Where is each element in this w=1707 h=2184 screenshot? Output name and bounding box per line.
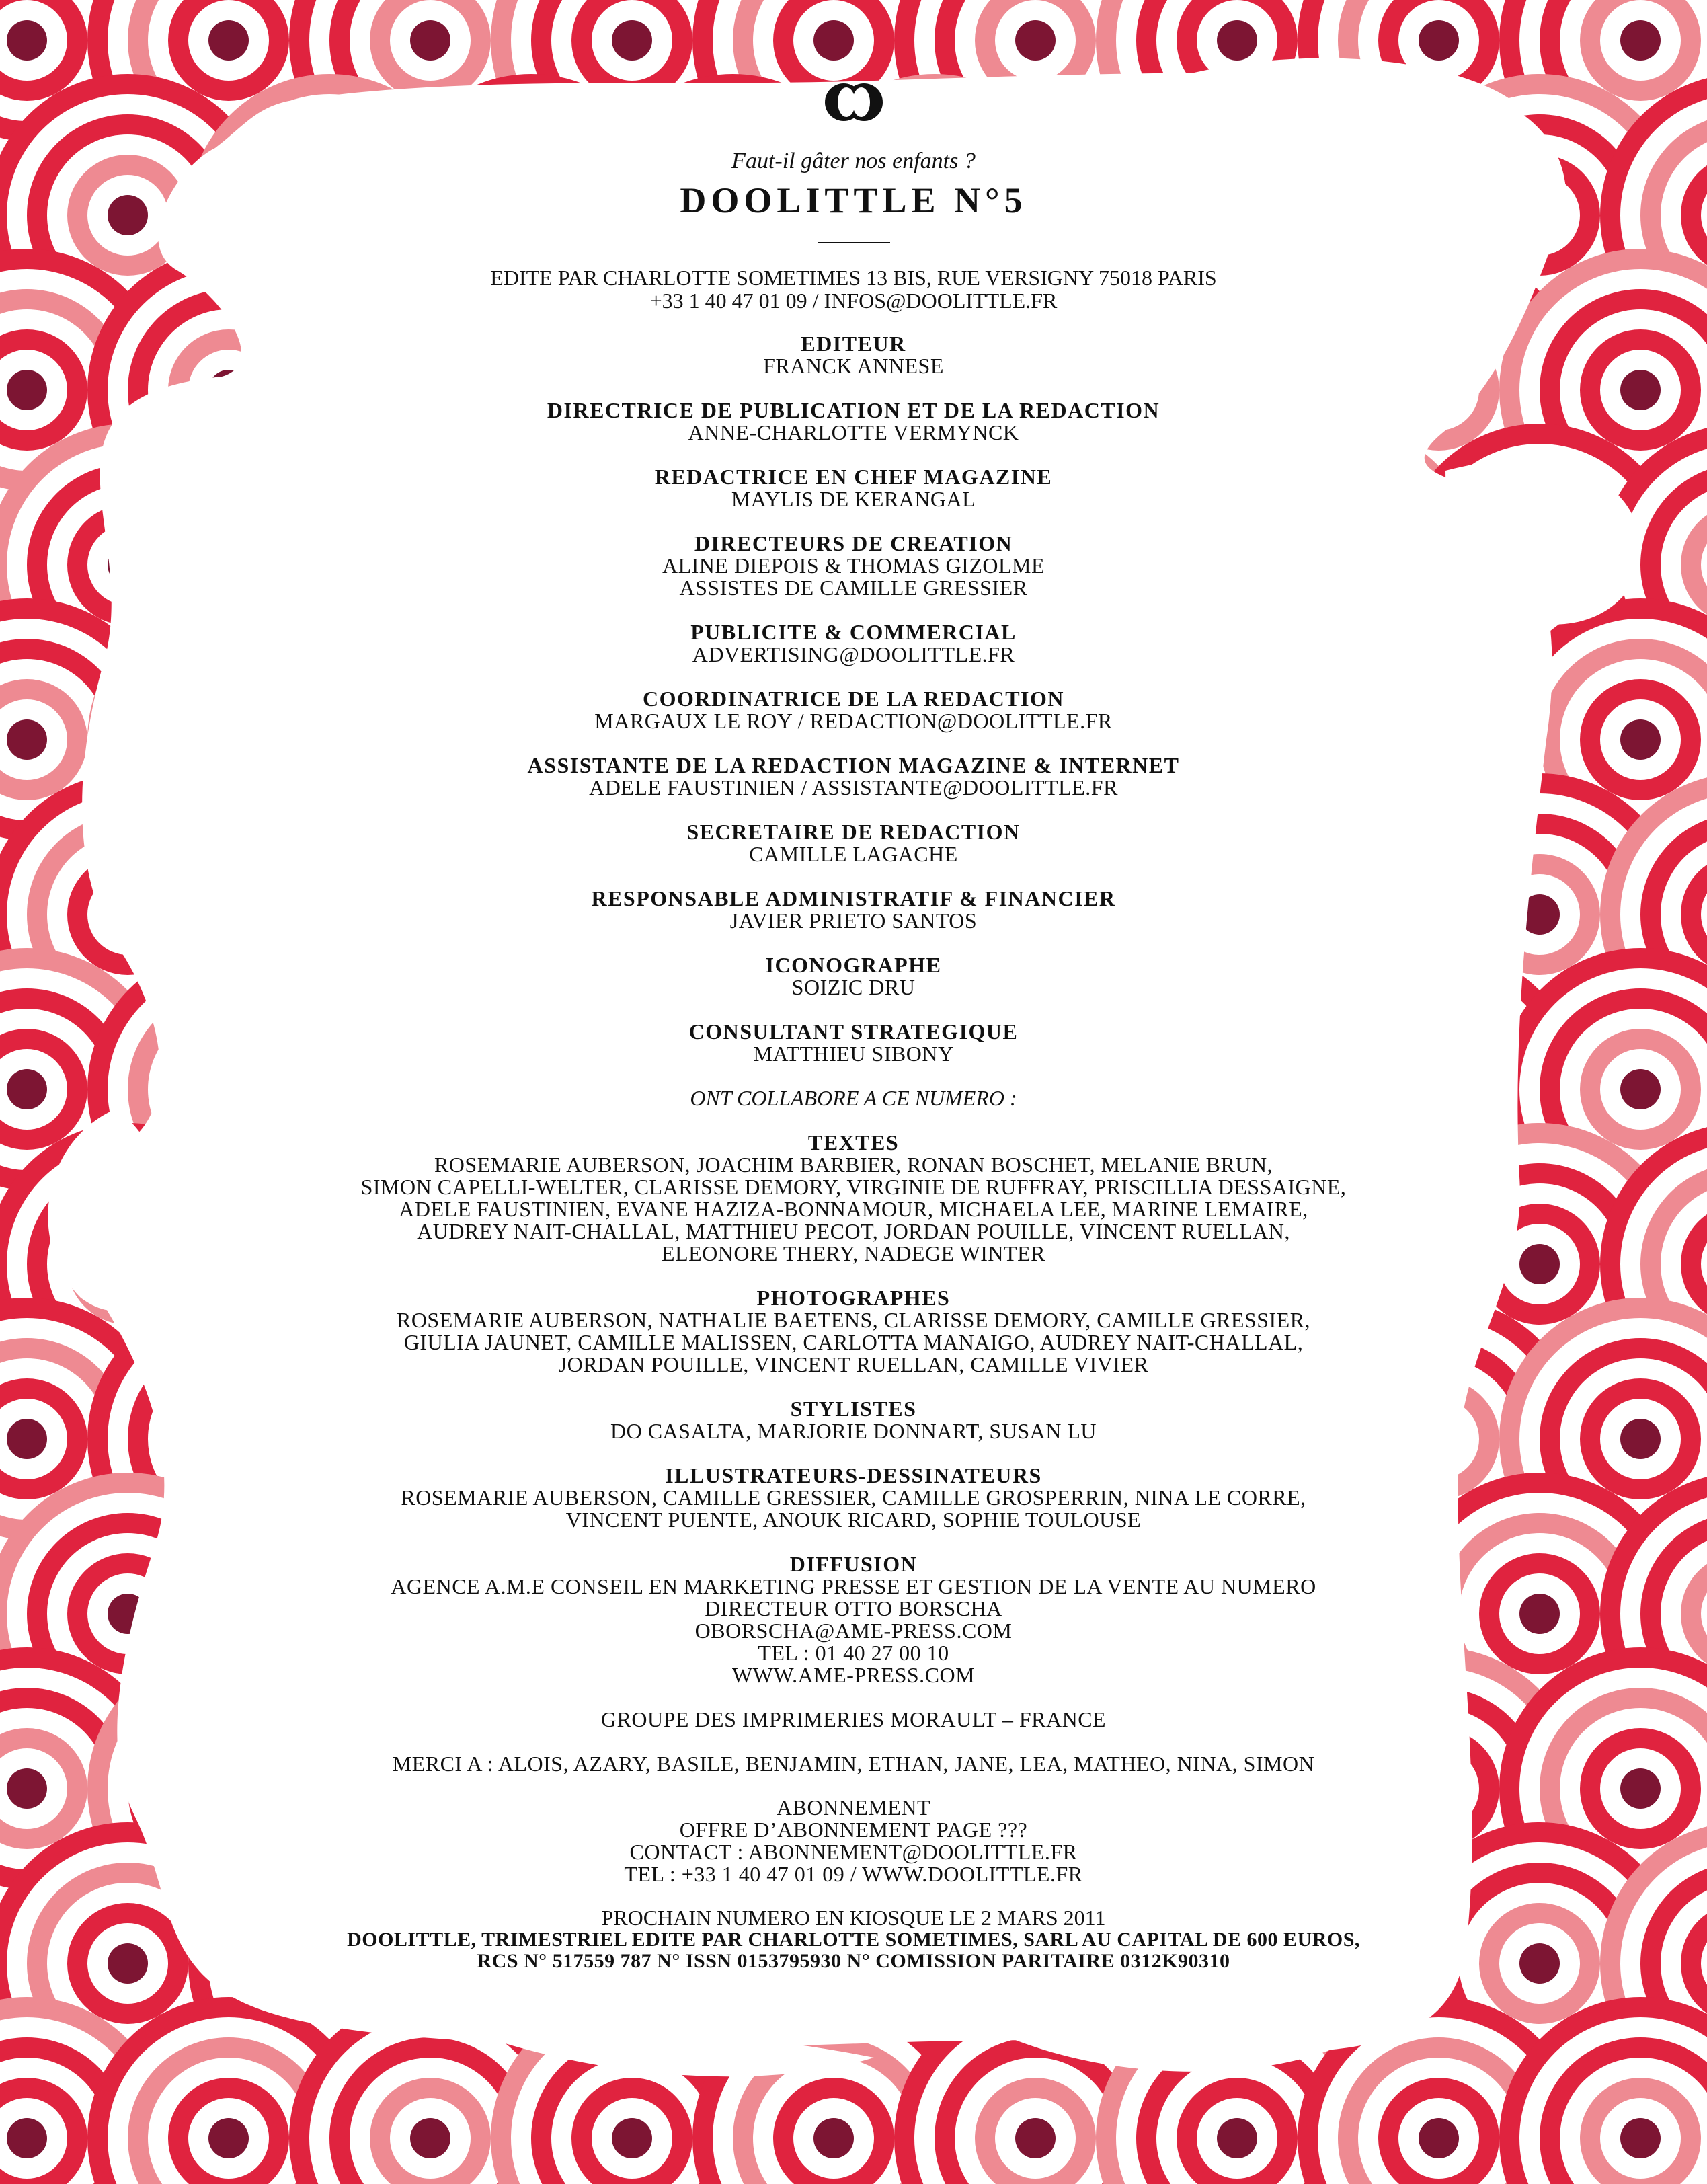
credit-section: [0, 1020, 1707, 1065]
credit-line: SIMON CAPELLI-WELTER, CLARISSE DEMORY, VIRGINIE DE RUFFRAY, PRISCILLIA DESSAIGNE,: [360, 1175, 1347, 1199]
credit-line: ADELE FAUSTINIEN, EVANE HAZIZA-BONNAMOUR, MICHAELA LEE, MARINE LEMAIRE,: [399, 1197, 1308, 1221]
credit-line: FRANCK ANNESE: [763, 354, 944, 378]
credit-section: [0, 399, 1707, 444]
subscription-line: ABONNEMENT: [777, 1795, 930, 1820]
credit-section: [0, 332, 1707, 377]
credit-section: [0, 1553, 1707, 1686]
credit-heading: ILLUSTRATEURS-DESSINATEURS: [665, 1463, 1042, 1487]
credit-heading: STYLISTES: [790, 1397, 917, 1421]
credit-section: [0, 687, 1707, 732]
credit-line: ASSISTES DE CAMILLE GRESSIER: [679, 576, 1028, 600]
credit-line: JORDAN POUILLE, VINCENT RUELLAN, CAMILLE VIVIER: [558, 1352, 1149, 1376]
credit-heading: ICONOGRAPHE: [765, 953, 942, 977]
credit-line: MARGAUX LE ROY / REDACTION@DOOLITTLE.FR: [594, 709, 1113, 733]
credit-line: VINCENT PUENTE, ANOUK RICARD, SOPHIE TOULOUSE: [565, 1508, 1142, 1532]
printer-line: GROUPE DES IMPRIMERIES MORAULT – FRANCE: [600, 1707, 1107, 1731]
credit-line: DIRECTEUR OTTO BORSCHA: [705, 1596, 1002, 1621]
thanks-line: MERCI A : ALOIS, AZARY, BASILE, BENJAMIN, ETHAN, JANE, LEA, MATHEO, NINA, SIMON: [392, 1752, 1315, 1776]
legal-footer: [0, 1907, 1707, 1972]
credit-line: ROSEMARIE AUBERSON, JOACHIM BARBIER, RONAN BOSCHET, MELANIE BRUN,: [434, 1153, 1273, 1177]
credit-heading: RESPONSABLE ADMINISTRATIF & FINANCIER: [591, 886, 1116, 910]
credit-line: DO CASALTA, MARJORIE DONNART, SUSAN LU: [610, 1419, 1097, 1443]
credit-section: [0, 1464, 1707, 1531]
credit-section: [0, 887, 1707, 932]
subscription-line: TEL : +33 1 40 47 01 09 / WWW.DOOLITTLE.FR: [624, 1862, 1083, 1886]
credit-line: TEL : 01 40 27 00 10: [758, 1641, 949, 1665]
credit-line: GIULIA JAUNET, CAMILLE MALISSEN, CARLOTTA MANAIGO, AUDREY NAIT-CHALLAL,: [403, 1330, 1304, 1354]
credit-line: WWW.AME-PRESS.COM: [731, 1663, 976, 1687]
staff-list: [0, 332, 1707, 1065]
credit-heading: DIFFUSION: [789, 1552, 918, 1576]
credit-section: [0, 1131, 1707, 1265]
credit-line: MAYLIS DE KERANGAL: [731, 487, 976, 511]
credit-heading: CONSULTANT STRATEGIQUE: [688, 1019, 1019, 1044]
legal-line: DOOLITTLE, TRIMESTRIEL EDITE PAR CHARLOTTE SOMETIMES, SARL AU CAPITAL DE 600 EUROS,: [347, 1928, 1360, 1951]
next-issue-line: PROCHAIN NUMERO EN KIOSQUE LE 2 MARS 2011: [601, 1906, 1106, 1930]
credit-section: [0, 465, 1707, 510]
credit-heading: TEXTES: [807, 1130, 900, 1155]
credit-line: AUDREY NAIT-CHALLAL, MATTHIEU PECOT, JORDAN POUILLE, VINCENT RUELLAN,: [417, 1219, 1290, 1243]
credit-line: ALINE DIEPOIS & THOMAS GIZOLME: [662, 553, 1045, 578]
credit-section: [0, 820, 1707, 865]
credit-heading: PUBLICITE & COMMERCIAL: [690, 620, 1017, 644]
subscription-line: CONTACT : ABONNEMENT@DOOLITTLE.FR: [629, 1840, 1078, 1864]
credit-section: [0, 532, 1707, 599]
credit-line: ADVERTISING@DOOLITTLE.FR: [692, 642, 1015, 666]
credit-heading: COORDINATRICE DE LA REDACTION: [643, 687, 1064, 711]
credit-line: MATTHIEU SIBONY: [753, 1042, 954, 1066]
credit-line: ROSEMARIE AUBERSON, CAMILLE GRESSIER, CAMILLE GROSPERRIN, NINA LE CORRE,: [401, 1485, 1306, 1510]
page-title: DOOLITTLE N°5: [680, 180, 1027, 221]
publisher-address: [0, 266, 1707, 312]
credit-heading: ASSISTANTE DE LA REDACTION MAGAZINE & INTERNET: [527, 753, 1180, 777]
credit-line: ANNE-CHARLOTTE VERMYNCK: [688, 420, 1019, 444]
subscription-line: OFFRE D’ABONNEMENT PAGE ???: [679, 1818, 1028, 1842]
credit-section: [0, 754, 1707, 799]
legal-line: RCS N° 517559 787 N° ISSN 0153795930 N° COMISSION PARITAIRE 0312K90310: [477, 1950, 1230, 1972]
credit-section: [0, 1397, 1707, 1442]
credit-line: JAVIER PRIETO SANTOS: [729, 908, 978, 933]
credit-line: ROSEMARIE AUBERSON, NATHALIE BAETENS, CLARISSE DEMORY, CAMILLE GRESSIER,: [396, 1308, 1311, 1332]
credit-heading: EDITEUR: [801, 332, 906, 356]
credit-heading: PHOTOGRAPHES: [756, 1286, 951, 1310]
credit-section: [0, 953, 1707, 999]
masthead-credits: [0, 81, 1707, 1972]
credit-heading: REDACTRICE EN CHEF MAGAZINE: [654, 465, 1053, 489]
credit-line: OBORSCHA@AME-PRESS.COM: [694, 1618, 1013, 1643]
address-line: EDITE PAR CHARLOTTE SOMETIMES 13 BIS, RUE VERSIGNY 75018 PARIS: [490, 266, 1217, 290]
tagline: Faut-il gâter nos enfants ?: [731, 149, 976, 173]
credit-line: CAMILLE LAGACHE: [749, 842, 958, 866]
credit-line: SOIZIC DRU: [791, 975, 916, 999]
credit-section: [0, 621, 1707, 666]
contact-line: +33 1 40 47 01 09 / INFOS@DOOLITTLE.FR: [649, 288, 1058, 313]
credit-heading: DIRECTEURS DE CREATION: [694, 531, 1013, 555]
credit-line: AGENCE A.M.E CONSEIL EN MARKETING PRESSE ET GESTION DE LA VENTE AU NUMERO: [391, 1574, 1316, 1598]
credit-line: ADELE FAUSTINIEN / ASSISTANTE@DOOLITTLE.FR: [589, 775, 1118, 800]
credit-heading: SECRETAIRE DE REDACTION: [686, 820, 1021, 844]
title-divider: [818, 242, 890, 243]
subscription-block: [0, 1797, 1707, 1885]
contributors-list: [0, 1131, 1707, 1686]
credit-heading: DIRECTRICE DE PUBLICATION ET DE LA REDACTION: [547, 398, 1160, 422]
doolittle-oo-logo-icon: [822, 81, 886, 124]
credit-line: ELEONORE THERY, NADEGE WINTER: [662, 1241, 1045, 1265]
credit-section: [0, 1286, 1707, 1376]
collaborators-intro: ONT COLLABORE A CE NUMERO :: [690, 1086, 1017, 1110]
